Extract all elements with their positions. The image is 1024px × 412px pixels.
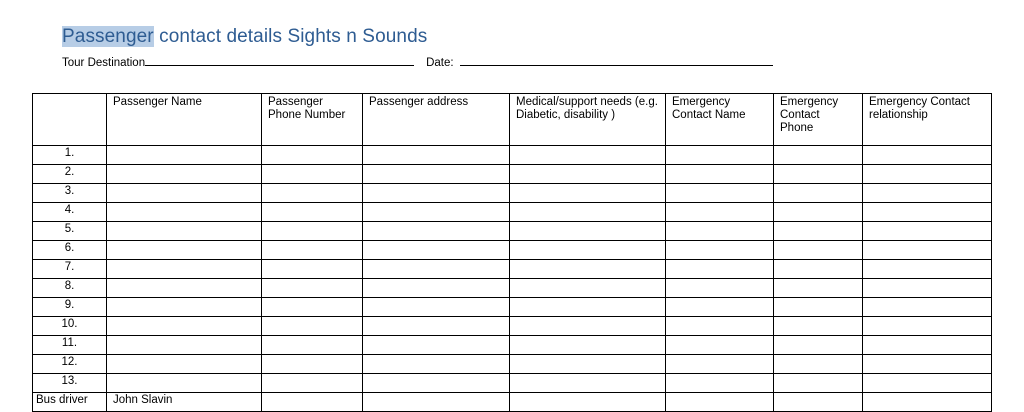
table-row — [33, 298, 992, 317]
table-cell[interactable] — [107, 184, 262, 203]
table-cell[interactable] — [363, 146, 510, 165]
table-cell[interactable] — [262, 336, 363, 355]
date-label: Date: — [426, 57, 454, 69]
table-cell[interactable] — [363, 279, 510, 298]
table-row — [33, 146, 992, 165]
table-cell[interactable] — [510, 393, 666, 412]
table-cell[interactable] — [510, 222, 666, 241]
table-row — [33, 279, 992, 298]
row-label-cell: Bus driver — [33, 393, 107, 412]
table-cell[interactable] — [666, 298, 774, 317]
table-cell[interactable] — [666, 317, 774, 336]
table-cell[interactable] — [774, 279, 863, 298]
table-cell[interactable] — [863, 260, 992, 279]
tour-destination-label: Tour Destination — [62, 57, 146, 69]
table-cell[interactable] — [262, 146, 363, 165]
header-cell: Emergency Contact relationship — [863, 94, 992, 146]
table-cell[interactable] — [262, 298, 363, 317]
table-cell[interactable] — [107, 222, 262, 241]
table-row — [33, 184, 992, 203]
table-cell[interactable] — [107, 260, 262, 279]
table-cell[interactable] — [262, 279, 363, 298]
row-label-cell: 6. — [33, 241, 107, 260]
table-cell[interactable] — [774, 165, 863, 184]
row-label-cell: 8. — [33, 279, 107, 298]
table-cell[interactable] — [107, 203, 262, 222]
table-cell[interactable] — [510, 336, 666, 355]
table-row — [33, 222, 992, 241]
tour-info-line — [62, 54, 773, 69]
table-cell[interactable] — [666, 355, 774, 374]
table-cell[interactable] — [363, 298, 510, 317]
table-cell[interactable] — [666, 184, 774, 203]
table-row — [33, 241, 992, 260]
table-cell[interactable] — [774, 146, 863, 165]
table-cell[interactable] — [262, 374, 363, 393]
table-row — [33, 165, 992, 184]
header-cell: Emergency Contact Phone — [774, 94, 863, 146]
table-cell[interactable] — [666, 374, 774, 393]
table-cell[interactable]: John Slavin — [107, 393, 262, 412]
table-cell[interactable] — [666, 146, 774, 165]
table-cell[interactable] — [510, 317, 666, 336]
table-cell[interactable] — [262, 317, 363, 336]
table-cell[interactable] — [863, 146, 992, 165]
table-cell[interactable] — [262, 260, 363, 279]
table-cell[interactable] — [510, 279, 666, 298]
table-cell[interactable] — [863, 355, 992, 374]
row-label-cell: 9. — [33, 298, 107, 317]
row-label-cell: 3. — [33, 184, 107, 203]
table-cell[interactable] — [510, 241, 666, 260]
table-body — [33, 146, 992, 412]
table-row — [33, 374, 992, 393]
table-row — [33, 393, 992, 412]
header-cell: Passenger Name — [107, 94, 262, 146]
table-cell[interactable] — [863, 241, 992, 260]
row-label-cell: 11. — [33, 336, 107, 355]
title-highlighted-word: Passenger — [62, 26, 154, 47]
header-cell: Emergency Contact Name — [666, 94, 774, 146]
table-cell[interactable] — [363, 184, 510, 203]
table-cell[interactable] — [863, 374, 992, 393]
table-cell[interactable] — [107, 241, 262, 260]
table-cell[interactable] — [510, 374, 666, 393]
row-label-cell: 5. — [33, 222, 107, 241]
table-cell[interactable] — [262, 184, 363, 203]
table-cell[interactable] — [262, 203, 363, 222]
table-cell[interactable] — [363, 203, 510, 222]
table-cell[interactable] — [107, 165, 262, 184]
table-cell[interactable] — [774, 355, 863, 374]
table-cell[interactable] — [666, 203, 774, 222]
table-cell[interactable] — [363, 260, 510, 279]
header-cell: Passenger Phone Number — [262, 94, 363, 146]
row-label-cell: 2. — [33, 165, 107, 184]
table-cell[interactable] — [107, 355, 262, 374]
table-cell[interactable] — [262, 165, 363, 184]
table-cell[interactable] — [863, 184, 992, 203]
table-cell[interactable] — [863, 298, 992, 317]
table-cell[interactable] — [863, 279, 992, 298]
table-cell[interactable] — [363, 317, 510, 336]
table-cell[interactable] — [863, 165, 992, 184]
table-cell[interactable] — [863, 317, 992, 336]
table-header-row — [33, 94, 992, 146]
table-cell[interactable] — [863, 336, 992, 355]
table-cell[interactable] — [107, 279, 262, 298]
table-cell[interactable] — [666, 260, 774, 279]
table-row — [33, 203, 992, 222]
table-cell[interactable] — [363, 222, 510, 241]
table-cell[interactable] — [510, 165, 666, 184]
table-cell[interactable] — [510, 260, 666, 279]
table-cell[interactable] — [363, 241, 510, 260]
table-cell[interactable] — [774, 298, 863, 317]
table-cell[interactable] — [107, 317, 262, 336]
table-cell[interactable] — [774, 184, 863, 203]
table-cell[interactable] — [510, 298, 666, 317]
table-row — [33, 317, 992, 336]
table-cell[interactable] — [774, 393, 863, 412]
table-row — [33, 355, 992, 374]
table-cell[interactable] — [363, 393, 510, 412]
table-cell[interactable] — [363, 336, 510, 355]
table-cell[interactable] — [510, 203, 666, 222]
table-cell[interactable] — [510, 355, 666, 374]
row-label-cell: 4. — [33, 203, 107, 222]
table-row — [33, 336, 992, 355]
table-cell[interactable] — [510, 184, 666, 203]
table-cell[interactable] — [363, 374, 510, 393]
tour-destination-field[interactable] — [145, 54, 414, 66]
table-cell[interactable] — [666, 393, 774, 412]
row-label-cell: 13. — [33, 374, 107, 393]
header-cell-number — [33, 94, 107, 146]
table-cell[interactable] — [363, 355, 510, 374]
table-cell[interactable] — [666, 241, 774, 260]
table-cell[interactable] — [262, 222, 363, 241]
table-cell[interactable] — [107, 336, 262, 355]
table-cell[interactable] — [863, 203, 992, 222]
row-label-cell: 7. — [33, 260, 107, 279]
table-cell[interactable] — [774, 203, 863, 222]
header-cell: Passenger address — [363, 94, 510, 146]
table-cell[interactable] — [774, 317, 863, 336]
table-cell[interactable] — [774, 222, 863, 241]
table-cell[interactable] — [863, 222, 992, 241]
page-title — [62, 26, 427, 48]
table-cell[interactable] — [262, 393, 363, 412]
title-rest: contact details Sights n Sounds — [153, 26, 428, 47]
table-cell[interactable] — [262, 241, 363, 260]
table-cell[interactable] — [774, 260, 863, 279]
date-field[interactable] — [460, 54, 773, 66]
table-cell[interactable] — [774, 374, 863, 393]
table-cell[interactable] — [363, 165, 510, 184]
table-cell[interactable] — [107, 374, 262, 393]
table-cell[interactable] — [666, 165, 774, 184]
table-cell[interactable] — [510, 146, 666, 165]
table-cell[interactable] — [666, 222, 774, 241]
table-cell[interactable] — [774, 241, 863, 260]
row-label-cell: 10. — [33, 317, 107, 336]
table-row — [33, 260, 992, 279]
row-label-cell: 1. — [33, 146, 107, 165]
table-cell[interactable] — [863, 393, 992, 412]
table-cell[interactable] — [107, 146, 262, 165]
passenger-contact-table — [32, 93, 992, 412]
header-cell: Medical/support needs (e.g. Diabetic, disability ) — [510, 94, 666, 146]
table-cell[interactable] — [774, 336, 863, 355]
row-label-cell: 12. — [33, 355, 107, 374]
table-cell[interactable] — [262, 355, 363, 374]
table-cell[interactable] — [666, 336, 774, 355]
table-cell[interactable] — [666, 279, 774, 298]
table-cell[interactable] — [107, 298, 262, 317]
